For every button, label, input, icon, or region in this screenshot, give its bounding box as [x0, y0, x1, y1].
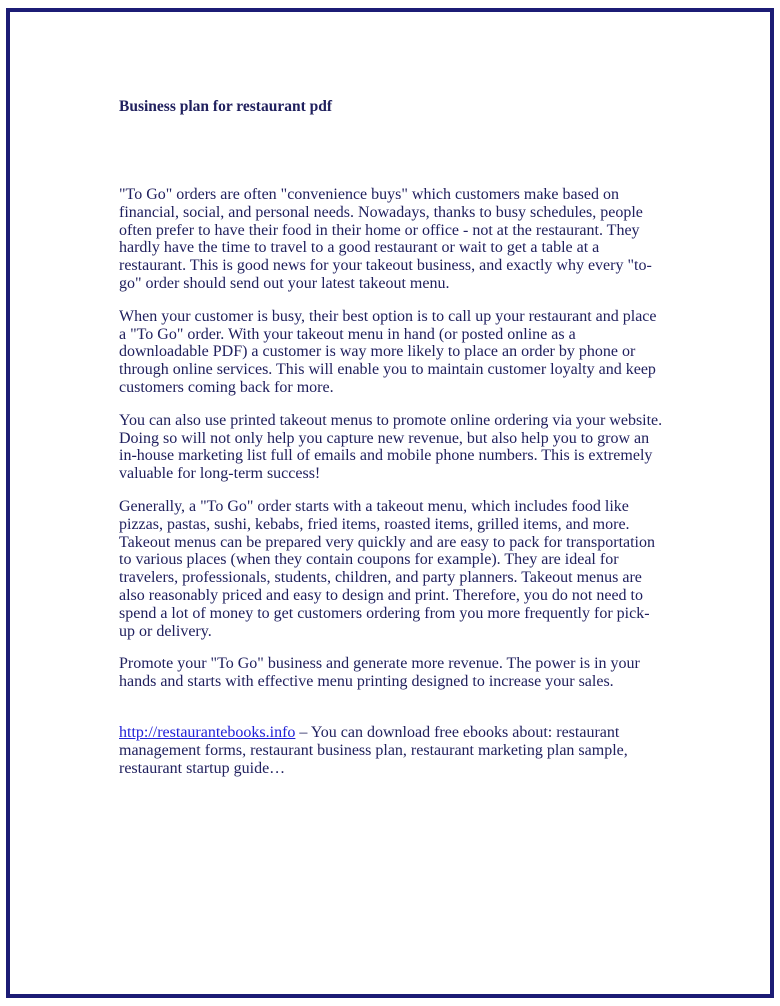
- paragraph-customer-busy: When your customer is busy, their best option is to call up your restaurant and place a "To Go" order. With your takeout menu in hand (or posted online as a downloadable PDF) a customer is way more likely to place an order by phone or through online services. This will enable you to maintain customer loyalty and keep customers coming back for more.: [119, 307, 657, 396]
- paragraph-togo-convenience: "To Go" orders are often "convenience buys" which customers make based on financial, social, and personal needs. Nowadays, thanks to busy schedules, people often prefer to have their food in their home or office - not at the restaurant. They hardly have the time to travel to a good restaurant or wait to get a table at a restaurant. This is good news for your takeout business, and exactly why every "to-go" order should send out your latest takeout menu.: [119, 186, 652, 292]
- link-description-text: – You can download free ebooks about: restaurant management forms, restaurant business plan, restaurant marketing plan sample, restaurant startup guide…: [119, 723, 628, 777]
- document-page-border: [6, 8, 774, 998]
- restaurantebooks-link[interactable]: http://restaurantebooks.info: [119, 723, 296, 741]
- paragraph-promote-togo: Promote your "To Go" business and generate more revenue. The power is in your hands and starts with effective menu printing designed to increase your sales.: [119, 655, 640, 691]
- paragraph-takeout-menu-details: Generally, a "To Go" order starts with a takeout menu, which includes food like pizzas, pastas, sushi, kebabs, fried items, roasted items, grilled items, and more. Takeout menus can be prepared very quickly and are easy to pack for transportation to various places (when they contain coupons for example). They are ideal for travelers, professionals, students, children, and party planners. Takeout menus are also reasonably priced and easy to design and print. Therefore, you do not need to spend a lot of money to get customers ordering from you more frequently for pick-up or delivery.: [119, 497, 655, 640]
- document-title: Business plan for restaurant pdf: [119, 98, 333, 115]
- link-paragraph: [119, 724, 665, 777]
- paragraph-printed-menus: You can also use printed takeout menus to promote online ordering via your website. Doing so will not only help you capture new revenue, but also help you to grow an in-house marketing list full of emails and mobile phone numbers. This is extremely valuable for long-term success!: [119, 411, 663, 483]
- document-content: [10, 12, 770, 832]
